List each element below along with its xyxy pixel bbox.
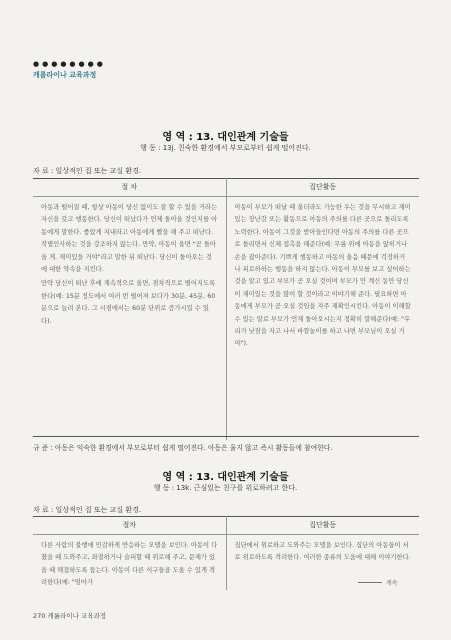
section1-title: 영 역 : 13. 대인관계 기술들 (162, 132, 289, 143)
section1-procedure-p1: 아동과 떨어질 때, 항상 아동이 당신 없이도 잘 할 수 있을 거라는 자신을 갖고 행동한다. 당신이 떠났다가 언제 돌아올 것인지를 아동에게 말한다. 좋았게 지내라고 아동에게 빨을 해 주고 떠난다. 작별인사하는 것을 강조하지 않는다. 만약, 아동이 울면 "곧 돌아올 게. 재미있을 거야"라고 말한 뒤 떠난다. 당신이 돌아오는 것에 대한 약속을 지킨다. (41, 204, 218, 274)
section1-materials: 자 료 : 일상적인 집 또는 교실 환경. (33, 167, 142, 175)
section2-behavior: 행 동 : 13k. 근심있는 친구를 위로하려고 한다. (153, 484, 298, 492)
section2-header-left: 절차 (33, 517, 226, 535)
header-label: 캐롤라이나 교육과정 (33, 71, 97, 79)
section1-table (33, 178, 419, 440)
section1-procedure (33, 197, 226, 440)
section2-header-right: 집단활동 (226, 517, 419, 535)
section2-procedure: 다른 사람의 불행에 민감하게 반응하는 모델을 보인다. 아동이 다쳤을 때 도와주고, 좌절하거나 슬퍼할 때 위로해 주고, 문제가 있을 때 해결하도록 돕는다. 아동이 다른 식구들을 도울 수 있게 격려한다(예: "엄마가 (33, 535, 226, 590)
section1-procedure-p2: 만약 당신이 떠난 후에 계속적으로 울면, 점차적으로 떨어지도록 한다(예: 15분 정도에서 여러 번 떨어져 보다가 30분, 45분, 60분으로 늘려 본다. 그 시점에서는 60분 단위로 증가시킬 수 있다). (41, 280, 216, 325)
continued-label: 계속 (386, 580, 398, 587)
section1-header-left: 절 차 (33, 179, 226, 197)
section1-behavior: 행 동 : 13j. 친숙한 환경에서 부모로부터 쉽게 떨어진다. (140, 144, 311, 152)
section1-header-right: 집단활동 (226, 179, 419, 197)
section2-title: 영 역 : 13. 대인관계 기술들 (162, 472, 289, 483)
section1-bottom-rule (33, 436, 419, 437)
section2-materials: 자 료 : 일상적인 집 또는 교실 환경. (33, 506, 142, 514)
section1-group (226, 197, 419, 440)
header-dots: ●●●●●●●● (33, 60, 106, 68)
section1-group-p1: 아동이 부모가 떠날 때 울더라도 가능한 우는 것을 무시하고 재미있는 장난감 또는 활동으로 아동의 주의를 다른 곳으로 돌리도록 노력한다. 아동이 그것을 받아들인다면 아동의 주의를 다른 곳으로 돌리면서 신체 접촉을 해준다(예: 무릎 위에 아동을 앉히거나 손을 잡아준다). 기쁘게 행동하고 아동의 울음 때문에 걱정하거나 피로하하는 행동을 하지 않는다. 아동이 부모를 보고 싶어하는 것을 알고 있고 부모가 곧 오실 것이며 부모가 안 계신 동안 당신이 재미있는 것을 많이 할 것이라고 이야기해 준다. 필요하면 아동에게 부모가 곧 오실 것임을 자주 재확인시킨다. 아동이 이해할 수 있는 말로 부모가 언제 돌아오시는지 정확히 말해준다(예: "우리가 낮잠을 자고 나서 바깥놀이를 하고 나면 부모님이 오실 거야"). (234, 204, 411, 348)
section2-table (33, 516, 419, 590)
page-footer: 270 캐롤라이나 교육과정 (33, 612, 107, 620)
section1-criterion: 규 준 : 아동은 익숙한 환경에서 부모로부터 쉽게 떨어진다. 아동은 울지 않고 즉시 활동들에 참여한다. (33, 444, 333, 452)
section2-group: 집단에서 위로하고 도와주는 모델을 보인다. 집단의 아동들이 서로 위로하도록 격려한다. 여러한 종류의 도움에 대해 이야기한다. (234, 542, 411, 562)
continued-line (358, 582, 382, 583)
